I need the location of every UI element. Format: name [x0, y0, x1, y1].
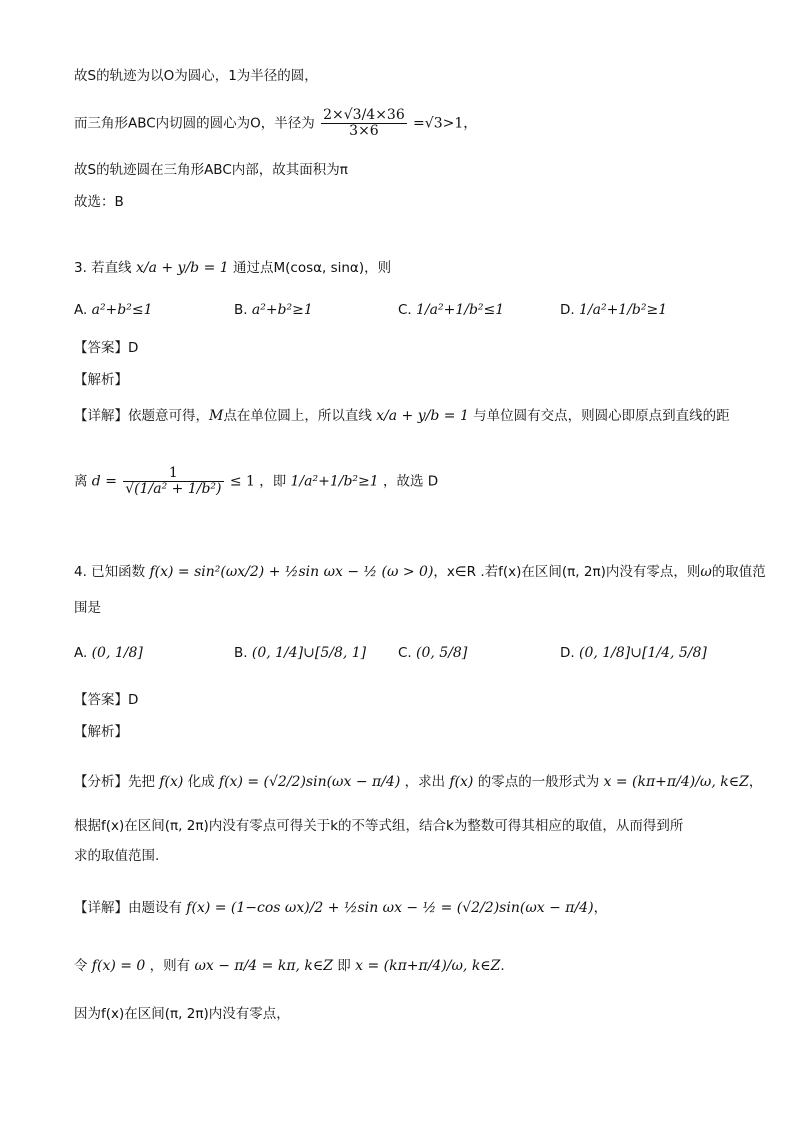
- question-number: 4. 已知函数: [74, 564, 146, 580]
- option-b: [234, 300, 313, 320]
- option-d: [560, 300, 667, 320]
- radius-result: =√3>1，: [413, 115, 478, 132]
- detail-line-3: [74, 1004, 290, 1024]
- answer-row: [74, 338, 138, 358]
- option-text: a²+b²≤1: [91, 302, 153, 318]
- radius-fraction: [321, 108, 407, 139]
- fenxi-text: 根据f(x)在区间(π, 2π)内没有零点可得关于k的不等式组，结合k为整数可得其相应的取值，从而得到所: [74, 818, 684, 834]
- option-c: [398, 643, 467, 663]
- detail-label: 【详解】: [74, 408, 128, 424]
- option-a: [74, 300, 153, 320]
- question-3-stem: [74, 258, 391, 278]
- fraction-denominator: 3×6: [321, 123, 407, 139]
- option-text: a²+b²≥1: [251, 302, 313, 318]
- fenxi-text: 求的取值范围.: [74, 848, 160, 864]
- question-4-stem-line-2: [74, 598, 101, 618]
- prev-line-2: 而三角形ABC内切圆的圆心为O，半径为: [74, 115, 315, 132]
- option-text: 1/a²+1/b²≤1: [416, 302, 505, 318]
- option-text: (0, 1/8]∪[1/4, 5/8]: [578, 645, 707, 661]
- detail-text: 由题设有: [128, 900, 182, 916]
- fenxi-line-1: 【分析】先把 f(x) 化成 f(x) = (√2/2)sin(ωx − π/4) ，求出 f(x) 的零点的一般形式为 x = (kπ+π/4)/ω, k∈Z，: [74, 774, 763, 790]
- question-4-stem-text: 围是: [74, 600, 101, 616]
- fenxi-text: 化成: [187, 774, 215, 790]
- detail-text: 即: [337, 958, 351, 974]
- distance-fraction: $\frac{1}{\text{√(1/a² + 1/b²)}}$: [125, 465, 222, 497]
- question-number: 3. 若直线: [74, 260, 132, 276]
- detail-label: 【详解】: [74, 900, 128, 916]
- option-label: D.: [560, 645, 575, 661]
- analysis-row: [74, 370, 128, 390]
- prev-line-3: 故S的轨迹圆在三角形ABC内部，故其面积为π: [74, 162, 348, 178]
- fenxi-line-3: [74, 846, 159, 866]
- text-line: [74, 108, 477, 139]
- line-equation: x/a + y/b = 1: [135, 260, 229, 276]
- question-4-stem-text: 的取值范: [711, 564, 766, 580]
- text-line: [74, 66, 318, 86]
- detail-text: 点在单位圆上，所以直线: [223, 408, 372, 424]
- detail-line-1: 【详解】由题设有 f(x) = (1−cos ωx)/2 + ½sin ωx − ½ = (√2/2)sin(ωx − π/4)，: [74, 900, 608, 916]
- option-text: (0, 1/4]∪[5/8, 1]: [251, 645, 367, 661]
- text-line: [74, 160, 348, 180]
- option-text: 1/a²+1/b²≥1: [578, 302, 668, 318]
- question-4-stem-text: ，x∈R .若f(x)在区间(π, 2π)内没有零点，则: [433, 564, 701, 580]
- option-label: B.: [234, 302, 248, 318]
- option-c: [398, 300, 504, 320]
- fenxi-text: ，求出: [404, 774, 446, 790]
- detail-text: 依题意可得，: [128, 408, 209, 424]
- detail-text: 因为f(x)在区间(π, 2π)内没有零点，: [74, 1006, 290, 1022]
- analysis-row: [74, 722, 128, 742]
- line-equation: x/a + y/b = 1: [376, 408, 469, 424]
- answer-label: 【答案】: [74, 340, 128, 356]
- option-label: A.: [74, 645, 88, 661]
- option-text: (0, 1/8]: [91, 645, 143, 661]
- option-label: C.: [398, 302, 412, 318]
- prev-line-4: 故选：B: [74, 194, 124, 210]
- detail-text: ，故选 D: [382, 473, 439, 490]
- option-text: (0, 5/8]: [416, 645, 468, 661]
- fenxi-text: 先把: [128, 774, 155, 790]
- detail-text: 令: [74, 958, 88, 974]
- answer-value: D: [128, 692, 139, 708]
- fenxi-line-2: [74, 816, 683, 836]
- detail-inequality: 1/a²+1/b²≥1: [290, 473, 379, 490]
- question-4-stem: 4. 已知函数 f(x) = sin²(ωx/2) + ½sin ωx − ½ (ω > 0)，x∈R .若f(x)在区间(π, 2π)内没有零点，则ω的取值范: [74, 564, 766, 580]
- detail-line-2: 令 f(x) = 0 ，则有 ωx − π/4 = kπ, k∈Z 即 x = (kπ+π/4)/ω, k∈Z.: [74, 958, 505, 974]
- detail-text: ，即: [259, 473, 287, 490]
- answer-value: D: [128, 340, 139, 356]
- option-label: B.: [234, 645, 248, 661]
- answer-label: 【答案】: [74, 692, 128, 708]
- question-3-stem-text: 通过点M(cosα, sinα)，则: [232, 260, 392, 276]
- detail-line-2: 离 d = $\frac{1}{\text{√(1/a² + 1/b²)}}$ ≤ 1 ，即 1/a²+1/b²≥1 ，故选 D: [74, 465, 439, 497]
- option-label: A.: [74, 302, 88, 318]
- answer-row: [74, 690, 138, 710]
- fenxi-text: 的零点的一般形式为: [477, 774, 600, 790]
- detail-line-1: 【详解】依题意可得，M点在单位圆上，所以直线 x/a + y/b = 1 与单位圆有交点，则圆心即原点到直线的距: [74, 408, 730, 424]
- analysis-label: 【解析】: [74, 372, 128, 388]
- option-b: [234, 643, 366, 663]
- fraction-numerator: 2×√3/4×36: [323, 107, 405, 123]
- option-a: [74, 643, 143, 663]
- analysis-label: 【解析】: [74, 724, 128, 740]
- prev-line-1: 故S的轨迹为以O为圆心，1为半径的圆，: [74, 68, 318, 84]
- text-line: [74, 192, 124, 212]
- fenxi-label: 【分析】: [74, 774, 128, 790]
- option-label: D.: [560, 302, 575, 318]
- option-label: C.: [398, 645, 412, 661]
- option-d: [560, 643, 707, 663]
- detail-text: ，则有: [149, 958, 191, 974]
- detail-text: 离: [74, 473, 88, 490]
- detail-text: 与单位圆有交点，则圆心即原点到直线的距: [473, 408, 730, 424]
